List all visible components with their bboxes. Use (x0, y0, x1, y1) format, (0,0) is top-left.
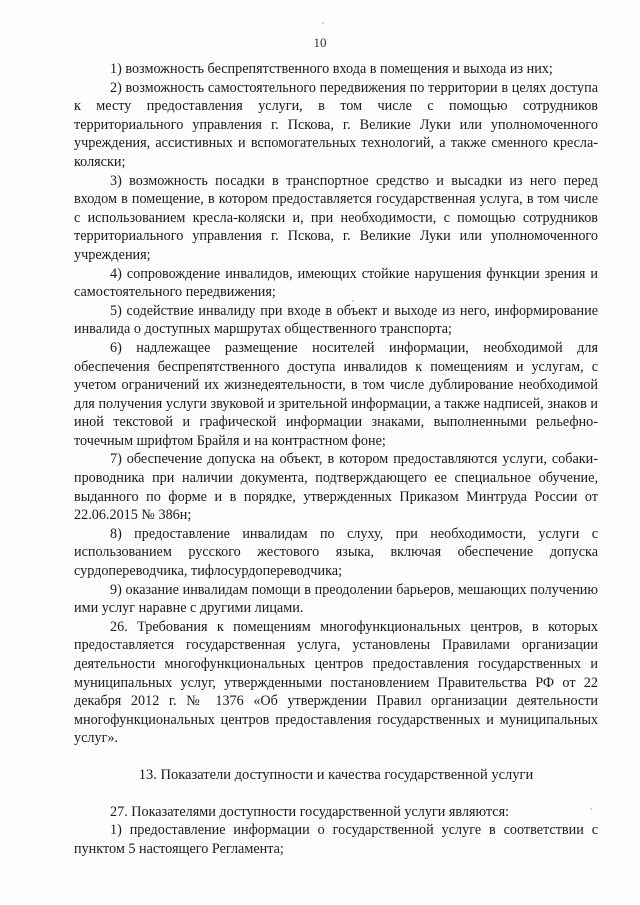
paragraph: 8) предоставление инвалидам по слуху, при необходимости, услуги с использованием русского жестового языка, включая обеспечение допуска сурдопереводчика, тифлосурдопереводчика; (74, 525, 598, 580)
scan-speck (352, 300, 354, 302)
paragraph: 27. Показателями доступности государственной услуги являются: (110, 803, 510, 820)
section-heading: 13. Показатели доступности и качества государственной услуги (138, 766, 534, 783)
paragraph: 7) обеспечение допуска на объект, в котором предоставляются услуги, собаки-проводника при наличии документа, подтверждающего ее специальное обучение, выданного по форме и в порядке, утвержденных Приказом Минтруда России от 22.06.2015 № 386н; (74, 451, 598, 524)
paragraph: 6) надлежащее размещение носителей информации, необходимой для обеспечения беспрепятственного доступа инвалидов к помещениям и услугам, с учетом ограничений их жизнедеятельности, в том числе дублирование необходимой для получения услуги звуковой и зрительной информации, а также надписей, знаков и иной текстовой и графической информации знаками, выполненными рельефно-точечным шрифтом Брайля и на контрастном фоне; (74, 339, 598, 449)
paragraph: 9) оказание инвалидам помощи в преодолении барьеров, мешающих получению ими услуг наравне с другими лицами. (74, 581, 598, 617)
paragraph: 3) возможность посадки в транспортное средство и высадки из него перед входом в помещение, в котором предоставляется государственная услуга, в том числе с использованием кресла-коляски и, при необходимости, с помощью сотрудников территориального управления г. Пскова, г. Великие Луки или уполномоченного учреждения; (74, 172, 598, 263)
scan-speck (590, 808, 592, 810)
paragraph: 5) содействие инвалиду при входе в объект и выходе из него, информирование инвалида о доступных маршрутах общественного транспорта; (74, 302, 598, 338)
document-body (74, 60, 598, 858)
paragraph: 1) возможность беспрепятственного входа в помещения и выхода из них; (110, 61, 553, 77)
paragraph: 2) возможность самостоятельного передвижения по территории в целях доступа к месту предоставления услуги, в том числе с помощью сотрудников территориального управления г. Пскова, г. Великие Луки или уполномоченного учреждения, ассистивных и вспомогательных технологий, а также сменного кресла-коляски; (74, 79, 598, 170)
scan-speck (322, 22, 324, 24)
paragraph: 1) предоставление информации о государственной услуге в соответствии с пунктом 5 настоящего Регламента; (74, 822, 598, 857)
page-number: 10 (313, 35, 327, 50)
paragraph: 4) сопровождение инвалидов, имеющих стойкие нарушения функции зрения и самостоятельного передвижения; (74, 265, 598, 301)
paragraph: 26. Требования к помещениям многофункциональных центров, в которых предоставляется государственная услуга, установлены Правилами организации деятельности многофункциональных центров предоставления государственных и муниципальных услуг, утвержденными постановлением Правительства РФ от 22 декабря 2012 г. № 1376 «Об утверждении Правил организации деятельности многофункциональных центров предоставления государственных и муниципальных услуг». (74, 618, 598, 747)
